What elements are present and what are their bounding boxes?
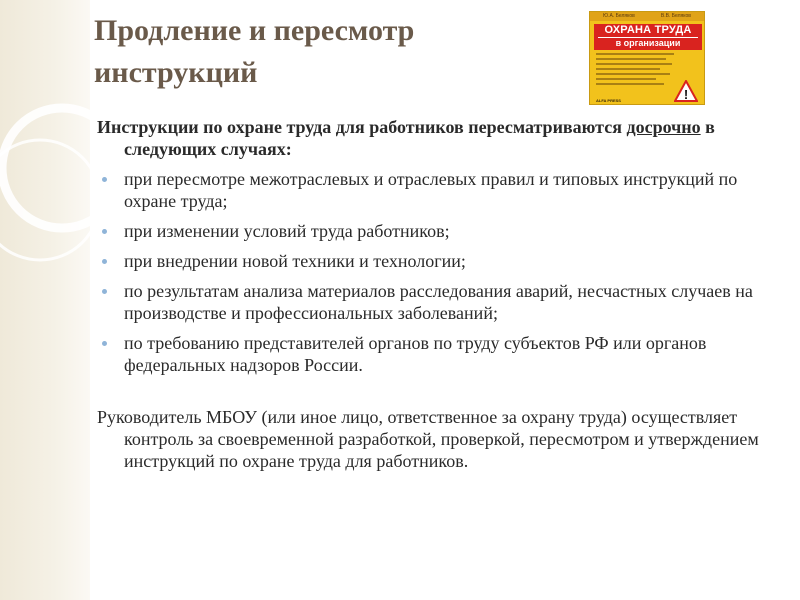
- list-item-text: по результатам анализа материалов расследования аварий, несчастных случаев на производстве и профессиональных заболеваний;: [124, 281, 753, 323]
- list-item-text: при пересмотре межотраслевых и отраслевых правил и типовых инструкций по охране труда;: [124, 169, 738, 211]
- warning-triangle-icon: [674, 80, 698, 102]
- book-author-left: Ю.А. Беляков: [603, 13, 635, 19]
- book-title-line2: в организации: [598, 37, 698, 48]
- circle-bullet-icon: [102, 259, 107, 264]
- book-contents-line: [596, 53, 674, 55]
- slide-content: [97, 116, 767, 472]
- book-author-bar: [590, 12, 704, 21]
- bullet-list: [97, 168, 767, 376]
- book-contents-line: [596, 73, 670, 75]
- slide-title: Продление и пересмотр инструкций: [94, 14, 415, 89]
- circle-bullet-icon: [102, 177, 107, 182]
- list-item: [97, 332, 767, 376]
- list-item-text: при внедрении новой техники и технологии;: [124, 251, 466, 271]
- circle-bullet-icon: [102, 289, 107, 294]
- intro-paragraph: [97, 116, 767, 160]
- book-contents-line: [596, 63, 672, 65]
- book-contents-line: [596, 68, 660, 70]
- list-item: [97, 168, 767, 212]
- intro-underlined-word: досрочно: [626, 117, 701, 137]
- book-title-block: [594, 24, 702, 50]
- list-item-text: при изменении условий труда работников;: [124, 221, 450, 241]
- book-contents-line: [596, 58, 666, 60]
- book-publisher: ALFA PRESS: [596, 98, 621, 103]
- book-author-right: В.В. Беляков: [660, 13, 691, 19]
- circle-bullet-icon: [102, 229, 107, 234]
- list-item-text: по требованию представителей органов по труду субъектов РФ или органов федеральных надзоров России.: [124, 333, 707, 375]
- warning-symbol: !: [683, 87, 689, 102]
- book-contents-lines: [596, 53, 676, 88]
- intro-text-before: Инструкции по охране труда для работников пересматриваются: [97, 117, 627, 137]
- book-contents-line: [596, 83, 664, 85]
- book-title-line1: ОХРАНА ТРУДА: [604, 24, 692, 36]
- book-cover-image: [589, 11, 705, 105]
- list-item: [97, 250, 767, 272]
- intro-text-after: в следующих случаях:: [124, 117, 715, 159]
- book-contents-line: [596, 78, 656, 80]
- list-item: [97, 280, 767, 324]
- closing-paragraph: Руководитель МБОУ (или иное лицо, ответственное за охрану труда) осуществляет контроль за своевременной разработкой, проверкой, пересмотром и утверждением инструкций по охране труда для работников.: [97, 407, 759, 471]
- list-item: [97, 220, 767, 242]
- circle-bullet-icon: [102, 341, 107, 346]
